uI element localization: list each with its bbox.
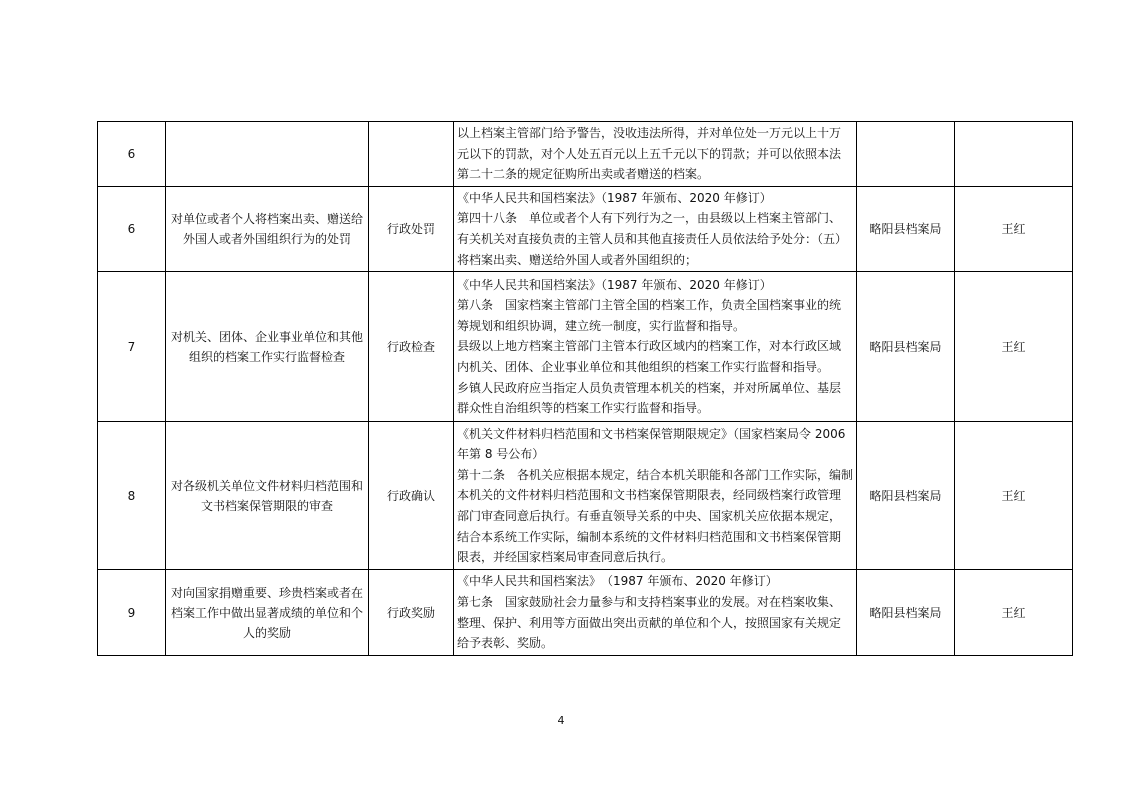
row-number: 9 [98, 570, 166, 656]
item-category: 行政奖励 [369, 570, 454, 656]
item-name: 对机关、团体、企业事业单位和其他组织的档案工作实行监督检查 [166, 272, 369, 422]
basis-line: 《中华人民共和国档案法》（1987 年颁布、2020 年修订） [457, 277, 772, 292]
basis-line: 第八条 国家档案主管部门主管全国的档案工作，负责全国档案事业的统 [457, 298, 842, 313]
basis-line: 第四十八条 单位或者个人有下列行为之一，由县级以上档案主管部门、 [457, 211, 842, 226]
item-name: 对单位或者个人将档案出卖、赠送给外国人或者外国组织行为的处罚 [166, 186, 369, 271]
basis-line: 《机关文件材料归档范围和文书档案保管期限规定》（国家档案局令 2006 [457, 426, 846, 441]
department: 略阳县档案局 [857, 186, 955, 271]
basis-line: 《中华人民共和国档案法》 （1987 年颁布、2020 年修订） [457, 574, 778, 589]
basis-line: 乡镇人民政府应当指定人员负责管理本机关的档案，并对所属单位、基层 [457, 380, 842, 395]
basis-line: 筹规划和组织协调，建立统一制度，实行监督和指导。 [457, 318, 746, 333]
item-category: 行政处罚 [369, 186, 454, 271]
row-number: 6 [98, 122, 166, 187]
department: 略阳县档案局 [857, 422, 955, 570]
item-name: 对向国家捐赠重要、珍贵档案或者在档案工作中做出显著成绩的单位和个人的奖励 [166, 570, 369, 656]
table-row [98, 122, 1073, 187]
responsible-person: 王红 [955, 272, 1073, 422]
basis-line: 给予表彰、奖励。 [457, 636, 554, 651]
basis-line: 本机关的文件材料归档范围和文书档案保管期限表，经同级档案行政管理 [457, 488, 842, 503]
basis-line: 群众性自治组织等的档案工作实行监督和指导。 [457, 401, 710, 416]
basis-line: 第十二条 各机关应根据本规定，结合本机关职能和各部门工作实际，编制 [457, 467, 854, 482]
legal-basis [454, 422, 857, 570]
table-row [98, 272, 1073, 422]
item-name [166, 122, 369, 187]
basis-line: 内机关、团体、企业事业单位和其他组织的档案工作实行监督和指导。 [457, 359, 830, 374]
item-category: 行政确认 [369, 422, 454, 570]
department [857, 122, 955, 187]
basis-line: 第七条 国家鼓励社会力量参与和支持档案事业的发展。对在档案收集、 [457, 595, 842, 610]
basis-line: 年第 8 号公布） [457, 447, 545, 462]
legal-basis [454, 272, 857, 422]
responsible-person: 王红 [955, 186, 1073, 271]
table-row [98, 422, 1073, 570]
responsible-person [955, 122, 1073, 187]
legal-basis [454, 186, 857, 271]
basis-line: 结合本系统工作实际，编制本系统的文件材料归档范围和文书档案保管期 [457, 529, 842, 544]
basis-line: 以上档案主管部门给予警告，没收违法所得，并对单位处一万元以上十万 [457, 126, 842, 140]
page-number: 4 [557, 714, 565, 727]
legal-basis [454, 122, 857, 187]
basis-line: 部门审查同意后执行。有垂直领导关系的中央、国家机关应依据本规定， [457, 508, 842, 523]
responsible-person: 王红 [955, 570, 1073, 656]
legal-basis [454, 570, 857, 656]
basis-line: 县级以上地方档案主管部门主管本行政区域内的档案工作，对本行政区域 [457, 339, 842, 354]
row-number: 8 [98, 422, 166, 570]
basis-line: 第二十二条的规定征购所出卖或者赠送的档案。 [457, 167, 710, 182]
responsible-person: 王红 [955, 422, 1073, 570]
basis-line: 将档案出卖、赠送给外国人或者外国组织的； [457, 252, 698, 267]
department: 略阳县档案局 [857, 570, 955, 656]
basis-line: 整理、保护、利用等方面做出突出贡献的单位和个人，按照国家有关规定 [457, 615, 842, 630]
basis-line: 限表，并经国家档案局审查同意后执行。 [457, 550, 674, 565]
row-number: 6 [98, 186, 166, 271]
basis-line: 《中华人民共和国档案法》（1987 年颁布、2020 年修订） [457, 190, 772, 205]
basis-line: 元以下的罚款，对个人处五百元以上五千元以下的罚款；并可以依照本法 [457, 146, 842, 161]
row-number: 7 [98, 272, 166, 422]
department: 略阳县档案局 [857, 272, 955, 422]
document-table [97, 121, 1073, 656]
item-category: 行政检查 [369, 272, 454, 422]
item-category [369, 122, 454, 187]
table-row [98, 186, 1073, 271]
item-name: 对各级机关单位文件材料归档范围和文书档案保管期限的审查 [166, 422, 369, 570]
table-row [98, 570, 1073, 656]
basis-line: 有关机关对直接负责的主管人员和其他直接责任人员依法给予处分：（五） [457, 231, 848, 246]
